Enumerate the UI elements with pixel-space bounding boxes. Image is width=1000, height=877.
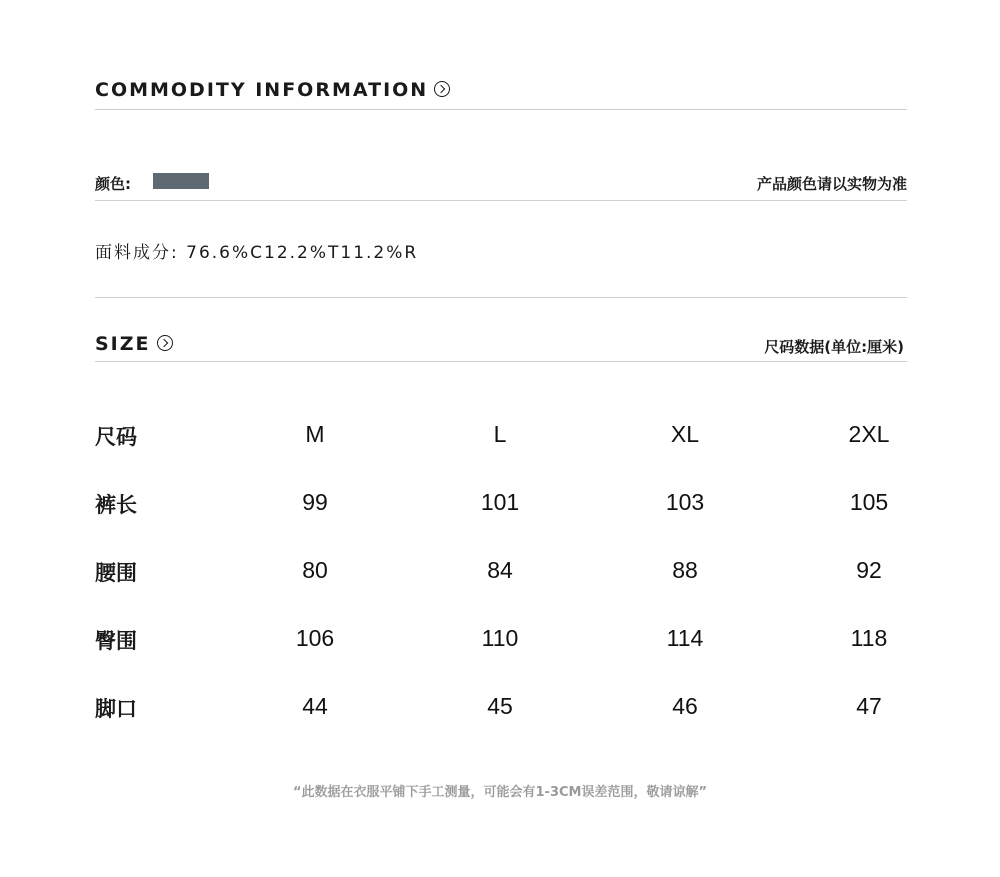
- size-heading-text: SIZE: [95, 333, 151, 355]
- table-cell: 2XL: [848, 421, 890, 447]
- commodity-heading-text: COMMODITY INFORMATION: [95, 79, 429, 101]
- table-cell: 110: [481, 625, 519, 651]
- color-note: 产品颜色请以实物为准: [756, 175, 907, 193]
- table-cell: 84: [487, 557, 513, 583]
- color-label: 颜色:: [95, 175, 131, 193]
- table-cell: 101: [480, 489, 520, 515]
- chevron-right-circle-icon[interactable]: [434, 81, 450, 97]
- commodity-heading: [95, 79, 450, 101]
- row-label: 腰围: [95, 561, 137, 585]
- row-label: 臀围: [95, 629, 137, 653]
- table-cell: 106: [295, 625, 335, 651]
- table-cell: 105: [849, 489, 889, 515]
- size-heading: [95, 333, 173, 355]
- table-cell: 80: [302, 557, 328, 583]
- divider: [95, 297, 907, 298]
- divider: [95, 200, 907, 201]
- color-swatch: [153, 173, 209, 189]
- table-cell: 92: [856, 557, 882, 583]
- chevron-right-circle-icon[interactable]: [157, 335, 173, 351]
- table-cell: M: [305, 421, 325, 447]
- size-unit-note: 尺码数据(单位:厘米): [764, 338, 904, 356]
- table-cell: 45: [487, 693, 513, 719]
- row-label: 尺码: [95, 425, 137, 449]
- table-cell: 103: [665, 489, 705, 515]
- table-cell: L: [493, 421, 507, 447]
- divider: [95, 361, 907, 362]
- fabric-composition: 面料成分: 76.6%C12.2%T11.2%R: [95, 243, 419, 263]
- row-label: 裤长: [95, 493, 137, 517]
- table-cell: XL: [670, 421, 700, 447]
- table-cell: 46: [672, 693, 698, 719]
- table-cell: 47: [856, 693, 882, 719]
- divider: [95, 109, 907, 110]
- table-cell: 99: [302, 489, 328, 515]
- table-cell: 44: [302, 693, 328, 719]
- row-label: 脚口: [95, 697, 137, 721]
- table-cell: 118: [850, 625, 888, 651]
- measurement-disclaimer: “此数据在衣服平铺下手工测量，可能会有1-3CM误差范围，敬请谅解”: [292, 785, 708, 800]
- table-cell: 88: [672, 557, 698, 583]
- table-cell: 114: [666, 625, 704, 651]
